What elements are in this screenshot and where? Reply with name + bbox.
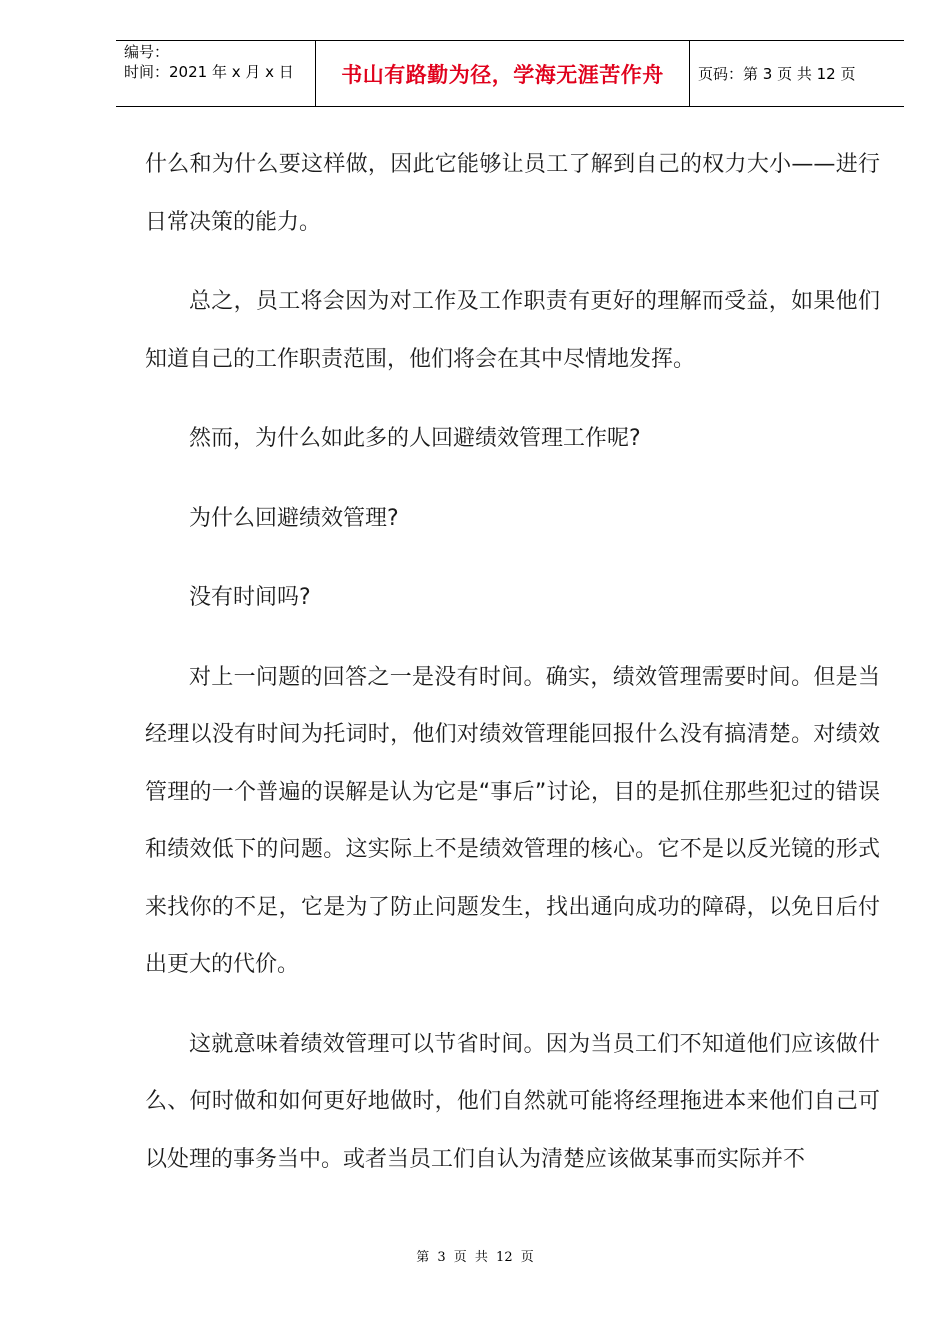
paragraph: 这就意味着绩效管理可以节省时间。因为当员工们不知道他们应该做什么、何时做和如何更好地做时，他们自然就可能将经理拖进本来他们自己可以处理的事务当中。或者当员工们自认为清楚应该做某事而实际并不	[145, 1031, 880, 1172]
section-heading: 为什么回避绩效管理?	[189, 505, 399, 531]
page-footer: 第 3 页 共 12 页	[416, 1250, 534, 1265]
paragraph: 对上一问题的回答之一是没有时间。确实，绩效管理需要时间。但是当经理以没有时间为托词时，他们对绩效管理能回报什么没有搞清楚。对绩效管理的一个普遍的误解是认为它是“事后”讨论，目的是抓住那些犯过的错误和绩效低下的问题。这实际上不是绩效管理的核心。它不是以反光镜的形式来找你的不足，它是为了防止问题发生，找出通向成功的障碍，以免日后付出更大的代价。	[145, 664, 880, 977]
paragraph-continuation: 什么和为什么要这样做，因此它能够让员工了解到自己的权力大小——进行日常决策的能力。	[145, 152, 880, 235]
document-number-label: 编号：	[124, 43, 170, 61]
header-motto: 书山有路勤为径，学海无涯苦作舟	[316, 41, 690, 106]
paragraph-question: 然而，为什么如此多的人回避绩效管理工作呢?	[189, 426, 641, 451]
document-date-label: 时间：2021 年 x 月 x 日	[124, 63, 294, 81]
paragraph: 总之，员工将会因为对工作及工作职责有更好的理解而受益，如果他们知道自己的工作职责范围，他们将会在其中尽情地发挥。	[145, 289, 880, 372]
document-body	[145, 136, 880, 1188]
header-meta-cell	[116, 41, 316, 106]
page-header	[116, 40, 904, 107]
subsection-heading: 没有时间吗?	[189, 585, 311, 610]
header-page-info: 页码：第 3 页 共 12 页	[698, 65, 856, 83]
